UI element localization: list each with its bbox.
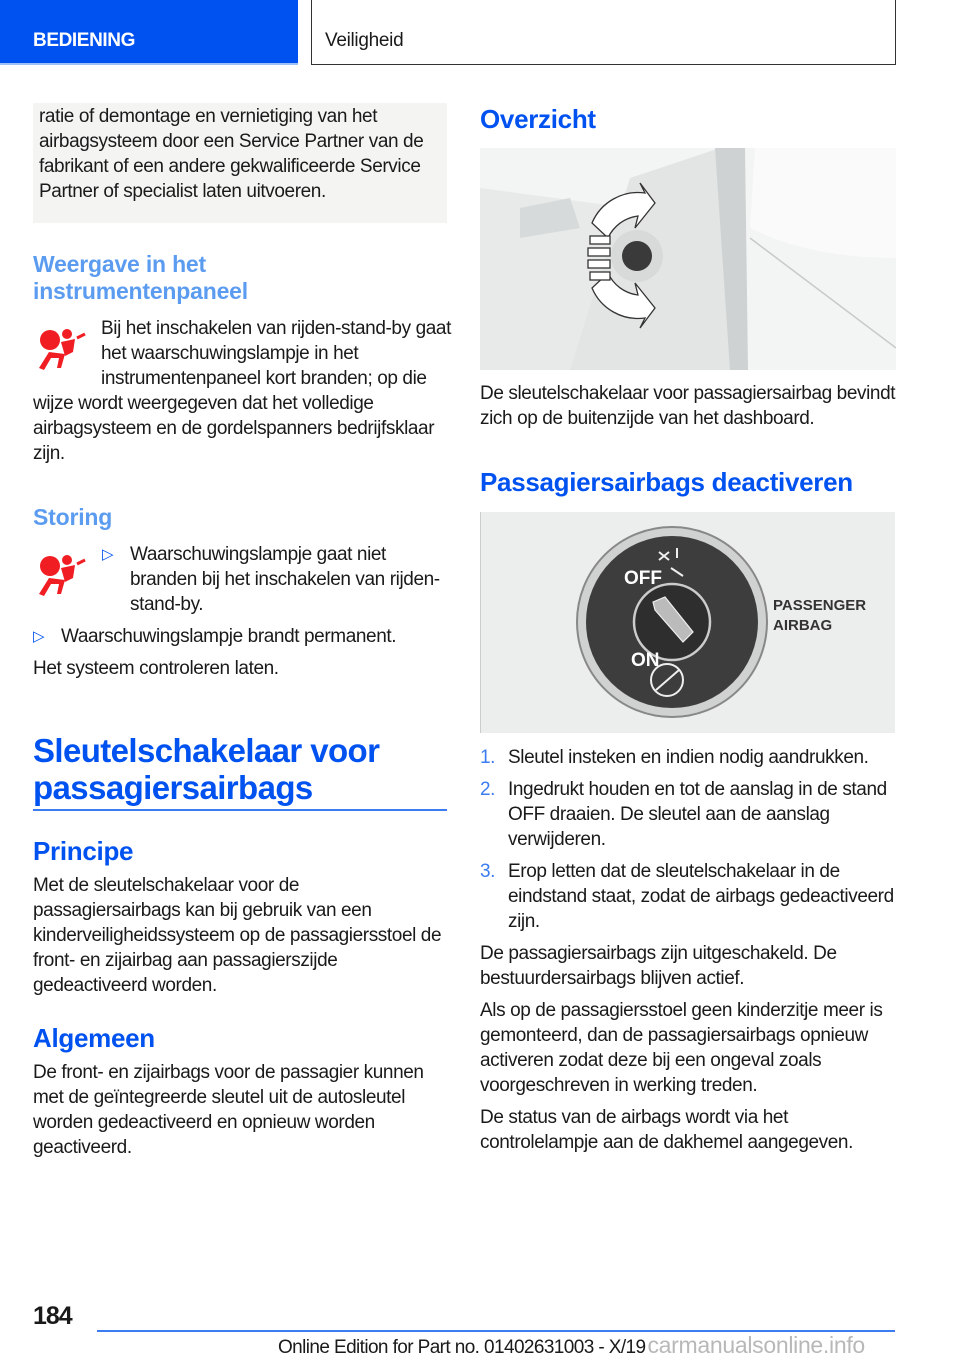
storing-item	[33, 624, 451, 649]
step-item	[480, 777, 898, 852]
right-column	[480, 104, 898, 1155]
weergave-text: Bij het inschakelen van rijden-stand-by gaat het waarschuwingslampje in het instrumentenpaneel kort branden; op die wijze wordt weergegeven dat het volledige airbagsysteem en de gordelspanners bedrijfsklaar zijn.	[33, 318, 451, 464]
deactiveren-heading: Passagiersairbags deactiveren	[480, 467, 853, 497]
chapter-tab[interactable]	[311, 0, 896, 65]
step-item	[480, 745, 898, 770]
dashboard-switch-image	[480, 148, 896, 370]
bullet-triangle-icon: ▷	[102, 546, 114, 563]
footer-row	[278, 1332, 865, 1359]
algemeen-heading: Algemeen	[33, 1023, 155, 1053]
bullet-triangle-icon: ▷	[33, 628, 45, 645]
overzicht-caption: De sleutelschakelaar voor passagiersairbag bevindt zich op de buitenzijde van het dashboard.	[480, 383, 896, 429]
step-item	[480, 859, 898, 934]
section-label: BEDIENING	[33, 30, 135, 51]
storing-item-text: Waarschuwingslampje brandt permanent.	[61, 626, 397, 647]
key-switch-image	[480, 512, 895, 733]
switch-off-label: OFF	[624, 568, 662, 589]
title-divider	[33, 809, 447, 811]
principe-heading: Principe	[33, 836, 134, 866]
principe-text: Met de sleutelschakelaar voor de passagiersairbags kan bij gebruik van een kinderveiligheidssysteem op de passagiersstoel de front- en zijairbag aan passagierszijde gedeactiveerd worden.	[33, 875, 442, 996]
airbag-warning-icon	[35, 550, 87, 600]
watermark: carmanualsonline.info	[647, 1332, 865, 1358]
main-title: Sleutelschakelaar voor passagiersairbags	[33, 732, 380, 806]
storing-text: Het systeem controleren laten.	[33, 658, 279, 679]
overzicht-heading: Overzicht	[480, 104, 596, 134]
left-column	[33, 103, 451, 1160]
step-number: 2.	[480, 779, 496, 800]
switch-passenger-label: PASSENGER	[773, 597, 867, 614]
step-text: Erop letten dat de sleutelschakelaar in de eindstand staat, zodat de airbags gedeactiveerd zijn.	[508, 861, 894, 932]
chapter-label: Veiligheid	[325, 30, 404, 51]
storing-item	[102, 542, 451, 617]
storing-heading: Storing	[33, 504, 113, 530]
step-number: 3.	[480, 861, 496, 882]
deact-paragraph: De status van de airbags wordt via het controlelampje aan de dakhemel aangegeven.	[480, 1107, 853, 1153]
section-tab[interactable]	[0, 0, 298, 65]
step-number: 1.	[480, 747, 496, 768]
deact-paragraph: De passagiersairbags zijn uitgeschakeld. De bestuurdersairbags blijven actief.	[480, 943, 837, 989]
storing-item-text: Waarschuwingslampje gaat niet branden bij het inschakelen van rijden-stand-by.	[130, 544, 440, 615]
steps-list	[480, 745, 898, 1155]
deact-paragraph: Als op de passagiersstoel geen kinderzitje meer is gemonteerd, dan de passagiersairbags opnieuw activeren zodat deze bij een ongeval zoals voorgeschreven in werking treden.	[480, 1000, 883, 1096]
weergave-section	[33, 316, 451, 466]
edition-text: Online Edition for Part no. 01402631003 - X/19	[278, 1337, 646, 1358]
switch-on-label: ON	[631, 650, 660, 671]
weergave-heading: Weergave in het instrumentenpaneel	[33, 251, 248, 304]
step-text: Ingedrukt houden en tot de aanslag in de stand OFF draaien. De sleutel aan de aanslag verwijderen.	[508, 779, 887, 850]
storing-block	[33, 542, 451, 617]
algemeen-text: De front- en zijairbags voor de passagier kunnen met de geïntegreerde sleutel uit de autosleutel worden gedeactiveerd en opnieuw worden geactiveerd.	[33, 1062, 424, 1158]
note-text: ratie of demontage en vernietiging van het airbagsysteem door een Service Partner van de fabrikant of een andere gekwalificeerde Service Partner of specialist laten uitvoeren.	[39, 106, 424, 202]
airbag-warning-icon	[35, 324, 87, 374]
note-box	[33, 103, 447, 223]
switch-passenger-airbag-label	[773, 596, 866, 636]
step-text: Sleutel insteken en indien nodig aandrukken.	[508, 747, 869, 768]
switch-airbag-label: AIRBAG	[773, 617, 833, 634]
page-number: 184	[33, 1302, 72, 1330]
